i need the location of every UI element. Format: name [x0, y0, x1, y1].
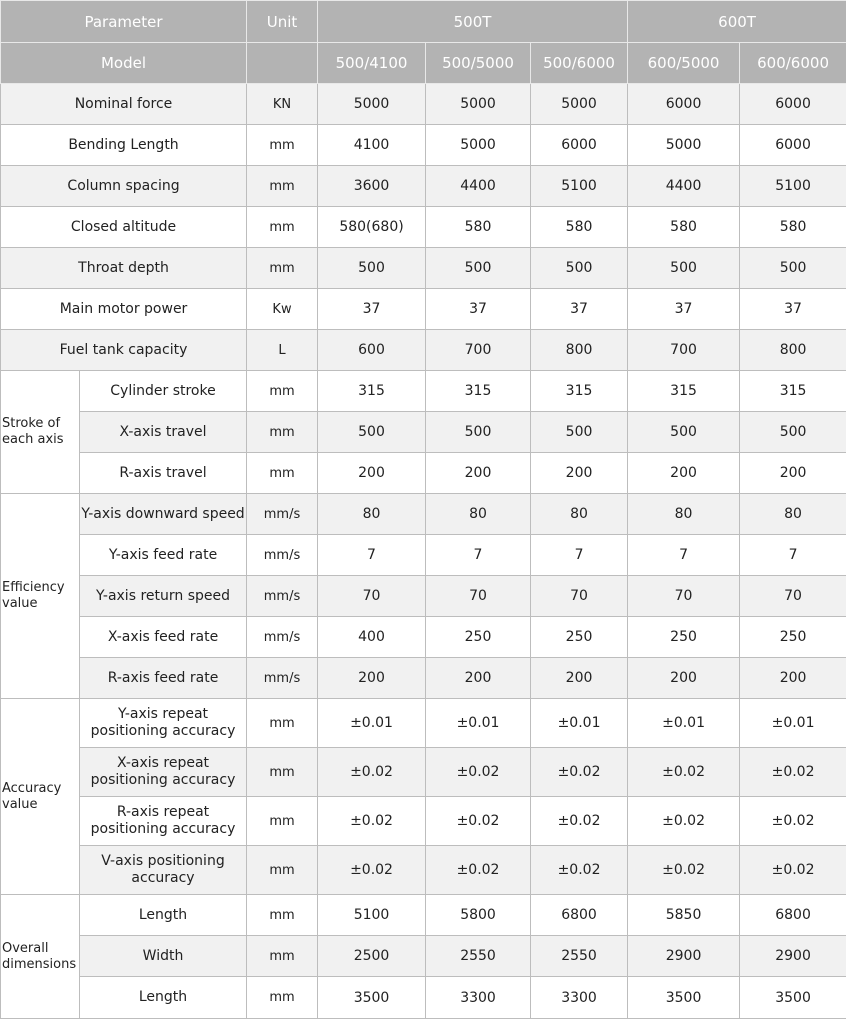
value-cell: ±0.02 — [426, 748, 531, 797]
parameter-name: Throat depth — [1, 248, 247, 289]
value-cell: 500 — [628, 412, 740, 453]
group-label-line: value — [2, 596, 38, 611]
value-cell: 3500 — [318, 977, 426, 1019]
value-cell: 7 — [318, 535, 426, 576]
parameter-name — [80, 797, 247, 846]
parameter-name: Length — [80, 895, 247, 936]
value-cell: 80 — [531, 494, 628, 535]
table-row — [1, 371, 846, 412]
value-cell: 3600 — [318, 166, 426, 207]
parameter-name: Bending Length — [1, 125, 247, 166]
value-cell: 580 — [628, 207, 740, 248]
unit-cell: mm — [247, 371, 318, 412]
parameter-name: Y-axis feed rate — [80, 535, 247, 576]
value-cell: 5100 — [740, 166, 846, 207]
group-label-line: value — [2, 796, 38, 812]
value-cell: 6800 — [531, 895, 628, 936]
group-label-line: Overall — [2, 940, 49, 956]
parameter-name-line: positioning accuracy — [90, 772, 236, 788]
value-cell: 7 — [531, 535, 628, 576]
value-cell: ±0.02 — [628, 846, 740, 895]
table-row — [1, 330, 846, 371]
group-label-line: Accuracy — [2, 780, 62, 796]
table-row — [1, 453, 846, 494]
parameter-name: Y-axis downward speed — [80, 494, 247, 535]
value-cell: 37 — [628, 289, 740, 330]
model-600-5000: 600/5000 — [628, 43, 740, 84]
table-row — [1, 207, 846, 248]
parameter-name-line: V-axis positioning — [101, 853, 225, 869]
unit-cell: mm — [247, 936, 318, 977]
table-row — [1, 412, 846, 453]
value-cell: 250 — [531, 617, 628, 658]
value-cell: ±0.01 — [426, 699, 531, 748]
parameter-name-line: R-axis repeat — [116, 804, 210, 820]
group-label-line: dimensions — [2, 956, 77, 972]
value-cell: ±0.02 — [628, 797, 740, 846]
value-cell: ±0.01 — [531, 699, 628, 748]
unit-cell: KN — [247, 84, 318, 125]
value-cell: 800 — [740, 330, 846, 371]
table-row — [1, 617, 846, 658]
value-cell: 5000 — [426, 84, 531, 125]
value-cell: 3300 — [531, 977, 628, 1019]
value-cell: 200 — [740, 453, 846, 494]
value-cell: 7 — [628, 535, 740, 576]
value-cell: 500 — [426, 248, 531, 289]
value-cell: 70 — [318, 576, 426, 617]
unit-cell: mm — [247, 846, 318, 895]
value-cell: ±0.01 — [318, 699, 426, 748]
value-cell: ±0.02 — [318, 748, 426, 797]
value-cell: 500 — [531, 412, 628, 453]
value-cell: 200 — [531, 658, 628, 699]
group-label-line: Stroke of — [2, 416, 61, 431]
value-cell: 2550 — [531, 936, 628, 977]
value-cell: 700 — [628, 330, 740, 371]
table-row — [1, 748, 846, 797]
unit-header: Unit — [247, 1, 318, 43]
unit-cell: mm — [247, 977, 318, 1019]
unit-cell: mm — [247, 166, 318, 207]
value-cell: 6800 — [740, 895, 846, 936]
value-cell: 5100 — [318, 895, 426, 936]
value-cell: ±0.02 — [318, 797, 426, 846]
value-cell: 200 — [426, 658, 531, 699]
value-cell: 3300 — [426, 977, 531, 1019]
unit-cell: mm — [247, 207, 318, 248]
table-row — [1, 84, 846, 125]
value-cell: 2500 — [318, 936, 426, 977]
value-cell: 2900 — [628, 936, 740, 977]
value-cell: ±0.02 — [740, 748, 846, 797]
model-500-4100: 500/4100 — [318, 43, 426, 84]
value-cell: 200 — [740, 658, 846, 699]
parameter-name-line: positioning accuracy — [90, 723, 236, 739]
value-cell: 37 — [426, 289, 531, 330]
parameter-name: Nominal force — [1, 84, 247, 125]
value-cell: 315 — [628, 371, 740, 412]
unit-cell: mm/s — [247, 658, 318, 699]
value-cell: 6000 — [531, 125, 628, 166]
unit-cell: mm — [247, 797, 318, 846]
value-cell: 4100 — [318, 125, 426, 166]
value-cell: 580 — [531, 207, 628, 248]
unit-cell: mm — [247, 125, 318, 166]
unit-cell: mm — [247, 699, 318, 748]
value-cell: 500 — [531, 248, 628, 289]
value-cell: 70 — [531, 576, 628, 617]
group-600t-header: 600T — [628, 1, 846, 43]
value-cell: 4400 — [426, 166, 531, 207]
value-cell: 250 — [740, 617, 846, 658]
unit-cell: mm — [247, 412, 318, 453]
value-cell: 500 — [740, 248, 846, 289]
value-cell: ±0.01 — [740, 699, 846, 748]
group-label-line: Efficiency — [2, 580, 65, 595]
value-cell: 70 — [628, 576, 740, 617]
value-cell: 5000 — [531, 84, 628, 125]
value-cell: 200 — [531, 453, 628, 494]
unit-cell: mm — [247, 895, 318, 936]
value-cell: 580 — [426, 207, 531, 248]
value-cell: 80 — [426, 494, 531, 535]
parameter-name-line: X-axis repeat — [116, 755, 210, 771]
value-cell: ±0.02 — [531, 748, 628, 797]
parameter-name: Column spacing — [1, 166, 247, 207]
value-cell: 5000 — [426, 125, 531, 166]
value-cell: 315 — [531, 371, 628, 412]
value-cell: 200 — [318, 658, 426, 699]
table-row — [1, 248, 846, 289]
parameter-name: Main motor power — [1, 289, 247, 330]
table-row — [1, 846, 846, 895]
value-cell: 315 — [318, 371, 426, 412]
value-cell: 37 — [740, 289, 846, 330]
value-cell: 500 — [426, 412, 531, 453]
value-cell: 3500 — [740, 977, 846, 1019]
group-label-accuracy — [1, 699, 80, 895]
parameter-name: Closed altitude — [1, 207, 247, 248]
value-cell: 5100 — [531, 166, 628, 207]
unit-cell: mm/s — [247, 617, 318, 658]
value-cell: 5000 — [318, 84, 426, 125]
value-cell: ±0.02 — [318, 846, 426, 895]
value-cell: ±0.02 — [531, 846, 628, 895]
group-label-stroke — [1, 371, 80, 494]
value-cell: 600 — [318, 330, 426, 371]
value-cell: 500 — [740, 412, 846, 453]
group-500t-header: 500T — [318, 1, 628, 43]
value-cell: 580 — [740, 207, 846, 248]
value-cell: 5850 — [628, 895, 740, 936]
value-cell: 500 — [628, 248, 740, 289]
parameter-name: R-axis feed rate — [80, 658, 247, 699]
value-cell: 70 — [426, 576, 531, 617]
parameter-name — [80, 846, 247, 895]
value-cell: ±0.02 — [426, 846, 531, 895]
value-cell: ±0.02 — [426, 797, 531, 846]
table-row — [1, 699, 846, 748]
value-cell: 2550 — [426, 936, 531, 977]
value-cell: 37 — [318, 289, 426, 330]
value-cell: 4400 — [628, 166, 740, 207]
parameter-name — [80, 748, 247, 797]
table-row — [1, 535, 846, 576]
table-row — [1, 166, 846, 207]
group-label-line: each axis — [2, 432, 64, 447]
unit-cell: L — [247, 330, 318, 371]
value-cell: 7 — [740, 535, 846, 576]
model-600-6000: 600/6000 — [740, 43, 846, 84]
table-row — [1, 494, 846, 535]
value-cell: 5000 — [628, 125, 740, 166]
unit-cell: mm/s — [247, 576, 318, 617]
value-cell: 3500 — [628, 977, 740, 1019]
model-500-6000: 500/6000 — [531, 43, 628, 84]
value-cell: 400 — [318, 617, 426, 658]
parameter-name: X-axis travel — [80, 412, 247, 453]
value-cell: 5800 — [426, 895, 531, 936]
unit-cell: mm — [247, 453, 318, 494]
table-row — [1, 936, 846, 977]
value-cell: ±0.02 — [740, 846, 846, 895]
value-cell: 200 — [426, 453, 531, 494]
value-cell: 200 — [628, 453, 740, 494]
value-cell: 7 — [426, 535, 531, 576]
group-label-overall — [1, 895, 80, 1019]
unit-cell: mm — [247, 248, 318, 289]
value-cell: 2900 — [740, 936, 846, 977]
parameter-name: R-axis travel — [80, 453, 247, 494]
parameter-name: Y-axis return speed — [80, 576, 247, 617]
value-cell: 315 — [740, 371, 846, 412]
parameter-name-line: accuracy — [131, 870, 195, 886]
value-cell: 315 — [426, 371, 531, 412]
value-cell: 80 — [628, 494, 740, 535]
value-cell: 6000 — [628, 84, 740, 125]
value-cell: 500 — [318, 248, 426, 289]
parameter-name: Width — [80, 936, 247, 977]
value-cell: ±0.01 — [628, 699, 740, 748]
model-header: Model — [1, 43, 247, 84]
value-cell: 800 — [531, 330, 628, 371]
value-cell: ±0.02 — [628, 748, 740, 797]
table-row — [1, 977, 846, 1019]
value-cell: ±0.02 — [531, 797, 628, 846]
unit-cell: mm/s — [247, 535, 318, 576]
value-cell: ±0.02 — [740, 797, 846, 846]
value-cell: 200 — [318, 453, 426, 494]
parameter-name: X-axis feed rate — [80, 617, 247, 658]
value-cell: 6000 — [740, 84, 846, 125]
table-row — [1, 289, 846, 330]
unit-cell: Kw — [247, 289, 318, 330]
parameter-header: Parameter — [1, 1, 247, 43]
unit-blank-header — [247, 43, 318, 84]
parameter-name-line: Y-axis repeat — [117, 706, 209, 722]
table-row — [1, 576, 846, 617]
table-row — [1, 658, 846, 699]
parameter-name: Cylinder stroke — [80, 371, 247, 412]
value-cell: 200 — [628, 658, 740, 699]
value-cell: 70 — [740, 576, 846, 617]
value-cell: 37 — [531, 289, 628, 330]
table-row — [1, 125, 846, 166]
value-cell: 580(680) — [318, 207, 426, 248]
value-cell: 700 — [426, 330, 531, 371]
value-cell: 250 — [628, 617, 740, 658]
table-row — [1, 895, 846, 936]
parameter-name: Fuel tank capacity — [1, 330, 247, 371]
parameter-name — [80, 699, 247, 748]
table-row — [1, 797, 846, 846]
value-cell: 500 — [318, 412, 426, 453]
parameter-name-line: positioning accuracy — [90, 821, 236, 837]
unit-cell: mm — [247, 748, 318, 797]
group-label-efficiency — [1, 494, 80, 699]
unit-cell: mm/s — [247, 494, 318, 535]
model-500-5000: 500/5000 — [426, 43, 531, 84]
value-cell: 250 — [426, 617, 531, 658]
value-cell: 6000 — [740, 125, 846, 166]
value-cell: 80 — [318, 494, 426, 535]
value-cell: 80 — [740, 494, 846, 535]
parameter-name: Length — [80, 977, 247, 1019]
